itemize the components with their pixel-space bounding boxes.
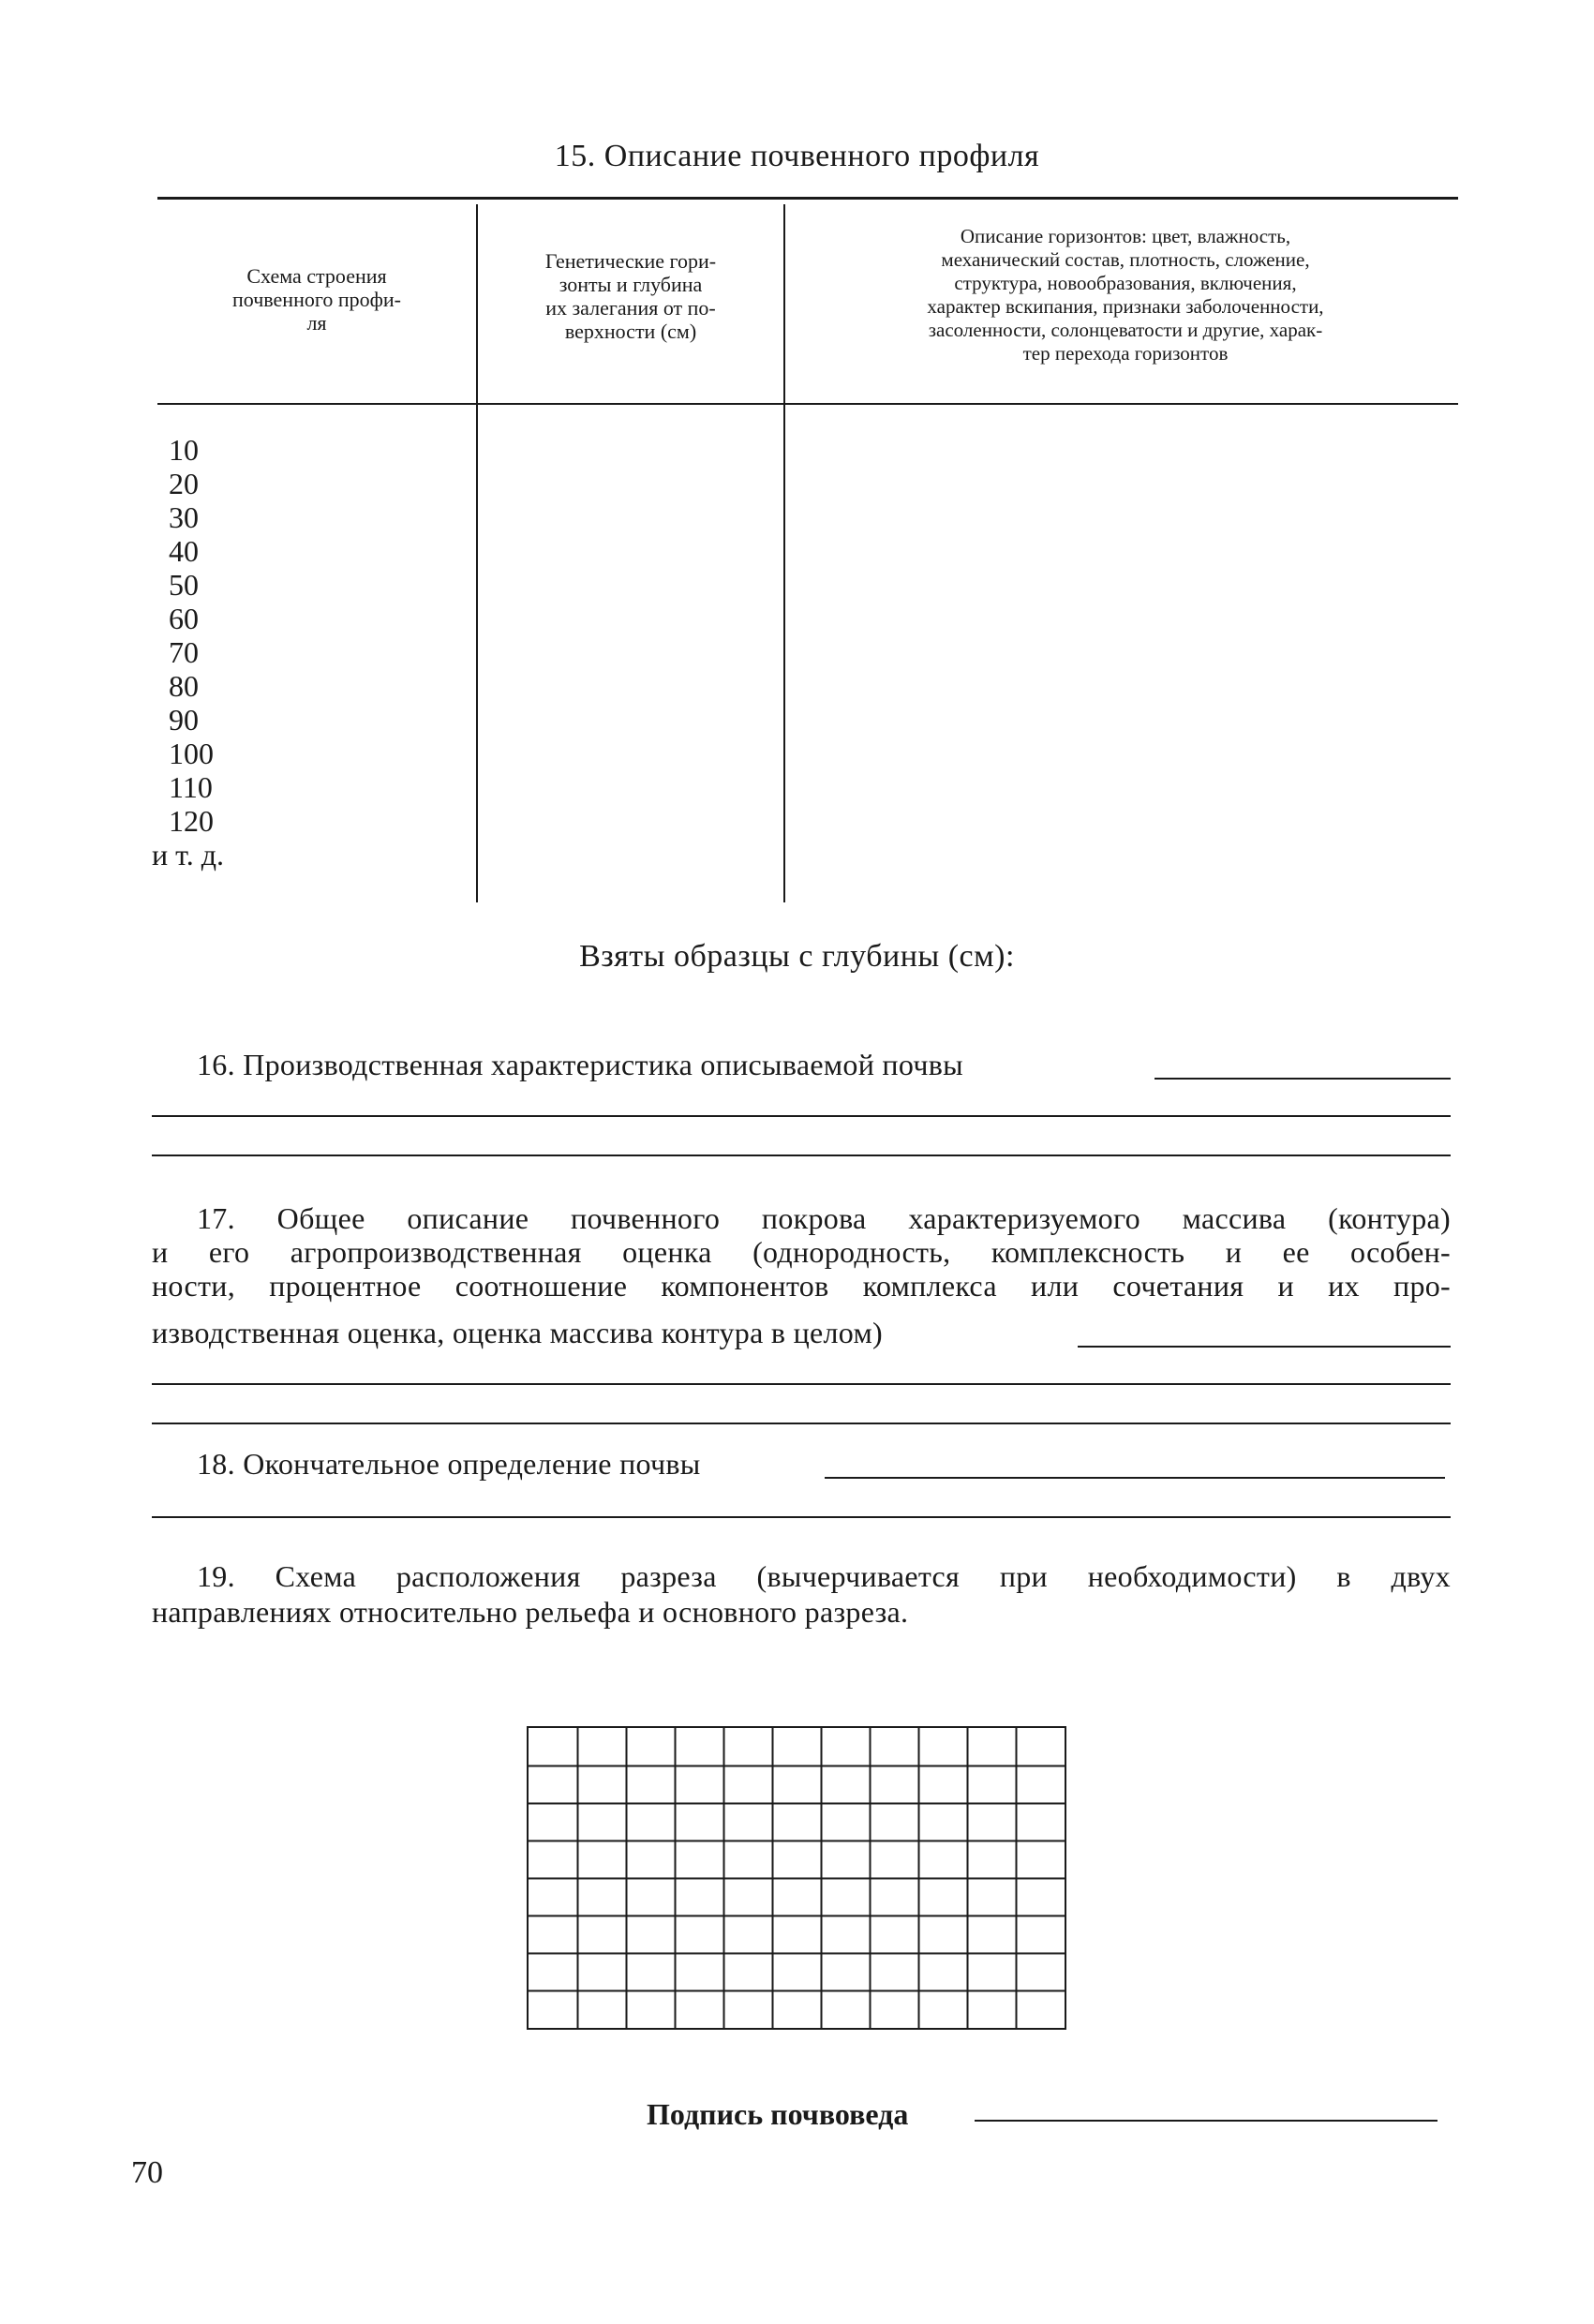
- depth-label: 80: [169, 669, 199, 703]
- section-19-line: 19. Схема расположения разреза (вычерчивается при необходимости) в двух: [197, 1559, 1451, 1593]
- sketch-grid[interactable]: [527, 1726, 1066, 2030]
- section-18-fill-line[interactable]: [825, 1477, 1445, 1479]
- depth-label: 110: [169, 770, 213, 804]
- section-19-line: направлениях относительно рельефа и основного разреза.: [152, 1595, 909, 1629]
- header-horizon-description: Описание горизонтов: цвет, влажность, механический состав, плотность, сложение, структура, новообразования, включения, характер вскипания, признаки заболоченности, засоленности, солонцеватости и другие, харак- тер перехода горизонтов: [927, 225, 1324, 365]
- section-17-fill-line[interactable]: [1078, 1346, 1451, 1348]
- section-16-answer-line[interactable]: [152, 1155, 1451, 1156]
- table-header-rule: [157, 403, 1458, 405]
- table-column-divider-2: [783, 204, 785, 902]
- section-18-text: 18. Окончательное определение почвы: [197, 1447, 701, 1481]
- depth-label: 60: [169, 602, 199, 635]
- section-17-line: 17. Общее описание почвенного покрова характеризуемого массива (контура): [197, 1201, 1451, 1235]
- signature-line[interactable]: [975, 2120, 1438, 2122]
- section-16-fill-line[interactable]: [1155, 1078, 1451, 1080]
- depth-label: 40: [169, 534, 199, 568]
- depth-label-etc: и т. д.: [152, 838, 224, 872]
- header-profile-scheme: Схема строения почвенного профи- ля: [232, 264, 401, 335]
- section-17-answer-line[interactable]: [152, 1423, 1451, 1424]
- signature-label: Подпись почвоведа: [647, 2097, 909, 2131]
- section-18-answer-line[interactable]: [152, 1516, 1451, 1518]
- depth-label: 70: [169, 635, 199, 669]
- header-genetic-horizons: Генетические гори- зонты и глубина их залегания от по- верхности (см): [544, 249, 717, 343]
- section-17-line: и его агропроизводственная оценка (однородность, комплексность и ее особен-: [152, 1235, 1451, 1269]
- depth-label: 50: [169, 568, 199, 602]
- section-16-text: 16. Производственная характеристика описываемой почвы: [197, 1048, 963, 1081]
- samples-depth-label: Взяты образцы с глубины (см):: [579, 939, 1015, 974]
- depth-label: 90: [169, 703, 199, 737]
- section-17-line: изводственная оценка, оценка массива контура в целом): [152, 1316, 884, 1349]
- depth-label: 100: [169, 737, 214, 770]
- depth-label: 120: [169, 804, 214, 838]
- depth-label: 20: [169, 467, 199, 500]
- grid-lines: [529, 1728, 1065, 2028]
- section-17-line: ности, процентное соотношение компонентов комплекса или сочетания и их про-: [152, 1269, 1451, 1303]
- depth-label: 30: [169, 500, 199, 534]
- section-17-answer-line[interactable]: [152, 1383, 1451, 1385]
- section-15-title: 15. Описание почвенного профиля: [554, 139, 1040, 173]
- table-top-rule: [157, 197, 1458, 200]
- section-16-answer-line[interactable]: [152, 1115, 1451, 1117]
- depth-scale: [152, 433, 224, 872]
- page-number: 70: [131, 2155, 163, 2190]
- table-column-divider-1: [476, 204, 478, 902]
- depth-label: 10: [169, 433, 199, 467]
